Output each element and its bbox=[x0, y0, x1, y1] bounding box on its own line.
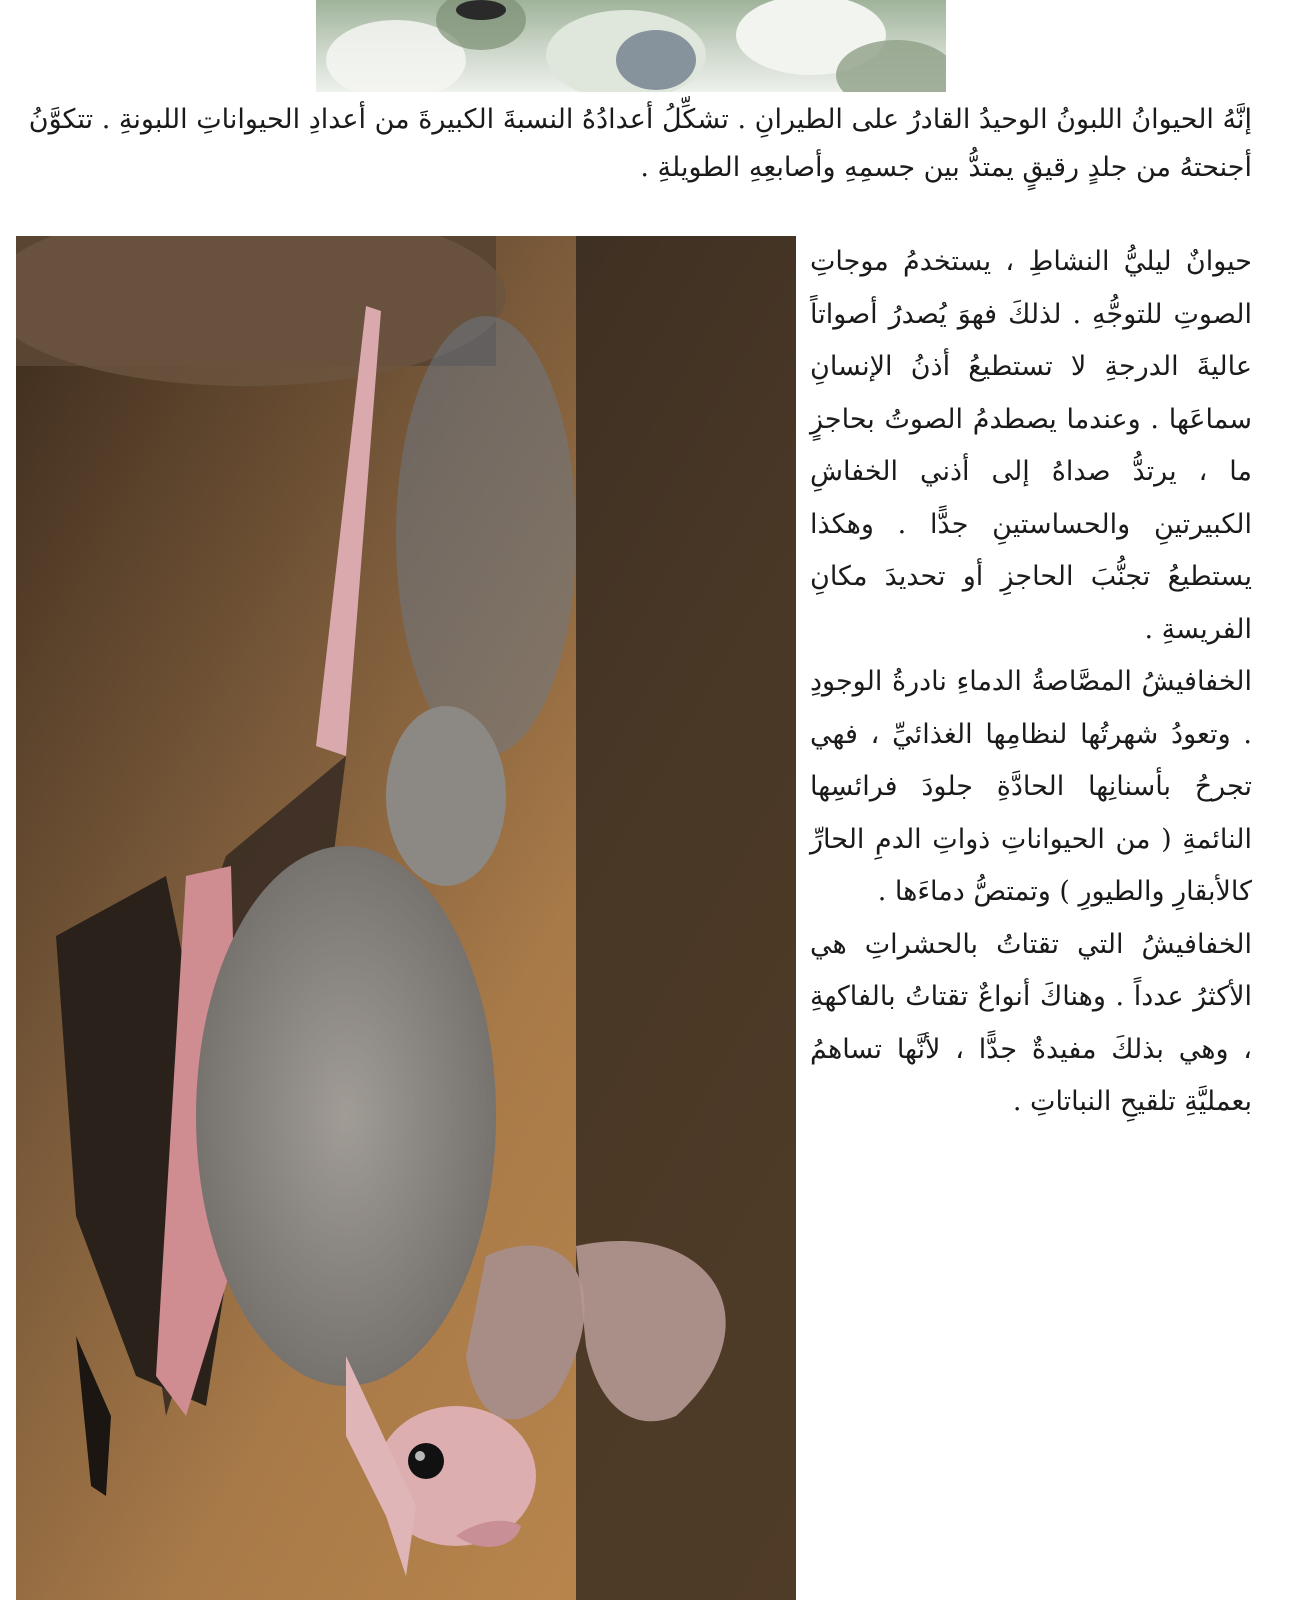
echolocation-paragraph: حيوانٌ ليليُّ النشاطِ ، يستخدمُ موجاتِ الصوتِ للتوجُّهِ . لذلكَ فهوَ يُصدرُ أصواتاً عاليةَ الدرجةِ لا تستطيعُ أذنُ الإنسانِ سماعَها . وعندما يصطدمُ الصوتُ بحاجزٍ ما ، يرتدُّ صداهُ إلى أذني الخفاشِ الكبيرتينِ والحساستينِ جدًّا . وهكذا يستطيعُ تجنُّبَ الحاجزِ أو تحديدَ مكانِ الفريسةِ . bbox=[810, 246, 1252, 645]
body-column bbox=[810, 236, 1252, 1129]
intro-paragraph: إنَّهُ الحيوانُ اللبونُ الوحيدُ القادرُ على الطيرانِ . تشكِّلُ أعدادُهُ النسبةَ الكبيرةَ من أعدادِ الحيواناتِ اللبونةِ . تتكوَّنُ أجنحتهُ من جلدٍ رقيقٍ يمتدُّ بين جسمِهِ وأصابعِهِ الطويلةِ . bbox=[28, 104, 1252, 183]
bat-illustration bbox=[16, 236, 796, 1600]
vampire-bats-paragraph: الخفافيشُ المصَّاصةُ الدماءِ نادرةُ الوجودِ . وتعودُ شهرتُها لنظامِها الغذائيِّ ، فهي تجرحُ بأسنانِها الحادَّةِ جلودَ فرائسِها النائمةِ ( من الحيواناتِ ذواتِ الدمِ الحارِّ كالأبقارِ والطيورِ ) وتمتصُّ دماءَها . bbox=[810, 666, 1252, 907]
forest-canopy-photo bbox=[316, 0, 946, 92]
insectivore-bats-paragraph: الخفافيشُ التي تقتاتُ بالحشراتِ هي الأكثرُ عدداً . وهناكَ أنواعٌ تقتاتُ بالفاكهةِ ، وهي بذلكَ مفيدةٌ جدًّا ، لأنَّها تساهمُ بعمليَّةِ تلقيحِ النباتاتِ . bbox=[810, 928, 1252, 1117]
bat-photo bbox=[16, 236, 796, 1600]
